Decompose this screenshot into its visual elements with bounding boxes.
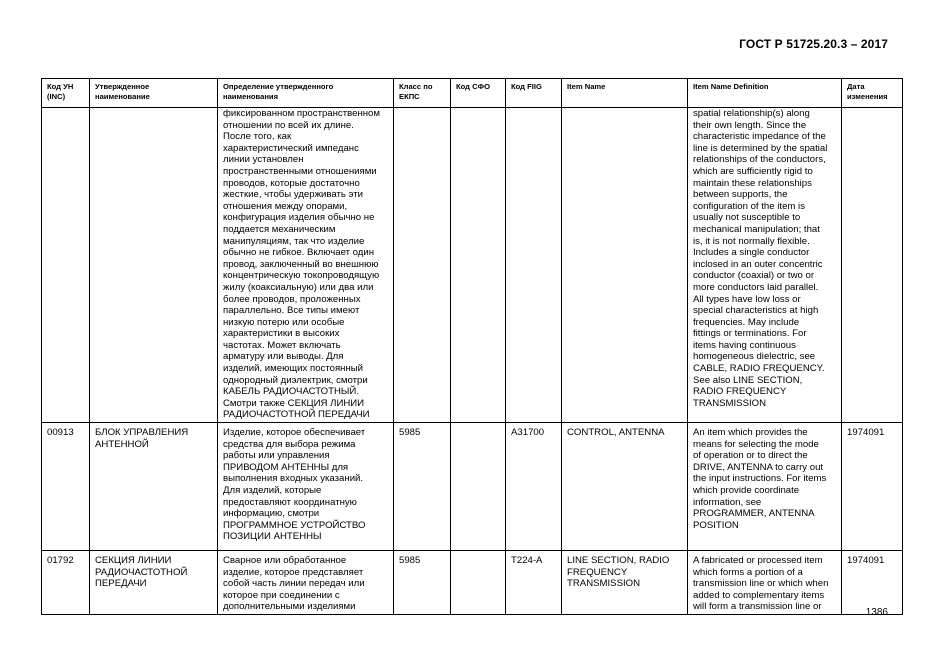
cell-approved-name: СЕКЦИЯ ЛИНИИ РАДИОЧАСТОТНОЙ ПЕРЕДАЧИ: [90, 551, 218, 615]
cell-inc: 00913: [42, 423, 90, 551]
cell-sfo-code: [451, 423, 506, 551]
cell-approved-name: [90, 108, 218, 423]
cell-fiig-code: T224-A: [506, 551, 562, 615]
cell-sfo-code: [451, 108, 506, 423]
page-number: 1386: [865, 607, 888, 618]
cell-item-name: LINE SECTION, RADIO FREQUENCY TRANSMISSION: [562, 551, 688, 615]
cell-sfo-code: [451, 551, 506, 615]
table-row: [42, 551, 903, 615]
col-header-sfo-code: Код СФО: [451, 79, 506, 108]
cell-item-name-definition: spatial relationship(s) along their own length. Since the characteristic impedance of the line is determined by the spatial relationships of the conductors, which are sufficiently rigid to maintain these relationships between supports, the configuration of the item is usually not susceptible to mechanical manipulation; that is, it is not normally flexible. Includes a single conductor inclosed in an outer concentric conductor (coaxial) or two or more conductors laid parallel. All types have low loss or special characteristics at high frequencies. May include fittings or terminations. For items having continuous homogeneous dielectric, see CABLE, RADIO FREQUENCY. See also LINE SECTION, RADIO FREQUENCY TRANSMISSION: [688, 108, 842, 423]
table-header-row: [42, 79, 903, 108]
cell-ekps-class: 5985: [394, 551, 451, 615]
col-header-item-name: Item Name: [562, 79, 688, 108]
cell-ekps-class: [394, 108, 451, 423]
cell-fiig-code: [506, 108, 562, 423]
cell-approved-name: БЛОК УПРАВЛЕНИЯ АНТЕННОЙ: [90, 423, 218, 551]
col-header-inc: Код УН (INC): [42, 79, 90, 108]
cell-item-name: [562, 108, 688, 423]
cell-definition-ru: фиксированном пространственном отношении по всей их длине. После того, как характеристический импеданс линии установлен пространственными отношениями проводов, которые достаточно жесткие, чтобы удерживать эти отношения между опорами, конфигурация изделия обычно не поддается механическим манипуляциям, так что изделие обычно не гибкое. Включает один провод, заключенный во внешнюю концентрическую токопроводящую жилу (коаксиальную) или два или более проводов, проложенных параллельно. Все типы имеют низкую потерю или особые характеристики в высоких частотах. Может включать арматуру или выводы. Для изделий, имеющих постоянный однородный диэлектрик, смотри КАБЕЛЬ РАДИОЧАСТОТНЫЙ. Смотри также СЕКЦИЯ ЛИНИИ РАДИОЧАСТОТНОЙ ПЕРЕДАЧИ: [218, 108, 394, 423]
cell-inc: 01792: [42, 551, 90, 615]
cell-definition-ru: Изделие, которое обеспечивает средства для выбора режима работы или управления ПРИВОДОМ АНТЕННЫ для выполнения входных указаний. Для изделий, которые предоставляют координатную информацию, смотри ПРОГРАММНОЕ УСТРОЙСТВО ПОЗИЦИИ АНТЕННЫ: [218, 423, 394, 551]
cell-change-date: 1974091: [842, 423, 903, 551]
col-header-fiig-code: Код FIIG: [506, 79, 562, 108]
cell-inc: [42, 108, 90, 423]
cell-item-name-definition: An item which provides the means for selecting the mode of operation or to direct the DRIVE, ANTENNA to carry out the input instructions. For items which provide coordinate information, see PROGRAMMER, ANTENNA POSITION: [688, 423, 842, 551]
cell-fiig-code: A31700: [506, 423, 562, 551]
col-header-item-name-definition: Item Name Definition: [688, 79, 842, 108]
cell-change-date: [842, 108, 903, 423]
items-table: [41, 78, 903, 615]
cell-item-name: CONTROL, ANTENNA: [562, 423, 688, 551]
cell-change-date: 1974091: [842, 551, 903, 615]
col-header-change-date: Дата изменения: [842, 79, 903, 108]
cell-ekps-class: 5985: [394, 423, 451, 551]
cell-definition-ru: Сварное или обработанное изделие, которое представляет собой часть линии передач или которое при соединении с дополнительными изделиями: [218, 551, 394, 615]
col-header-ekps-class: Класс по ЕКПС: [394, 79, 451, 108]
cell-item-name-definition: A fabricated or processed item which forms a portion of a transmission line or which when added to complementary items will form a transmission line or: [688, 551, 842, 615]
col-header-approved-name: Утвержденное наименование: [90, 79, 218, 108]
table-row: [42, 108, 903, 423]
table-row: [42, 423, 903, 551]
document-standard-id: ГОСТ Р 51725.20.3 – 2017: [739, 37, 888, 51]
col-header-definition-ru: Определение утвержденного наименования: [218, 79, 394, 108]
